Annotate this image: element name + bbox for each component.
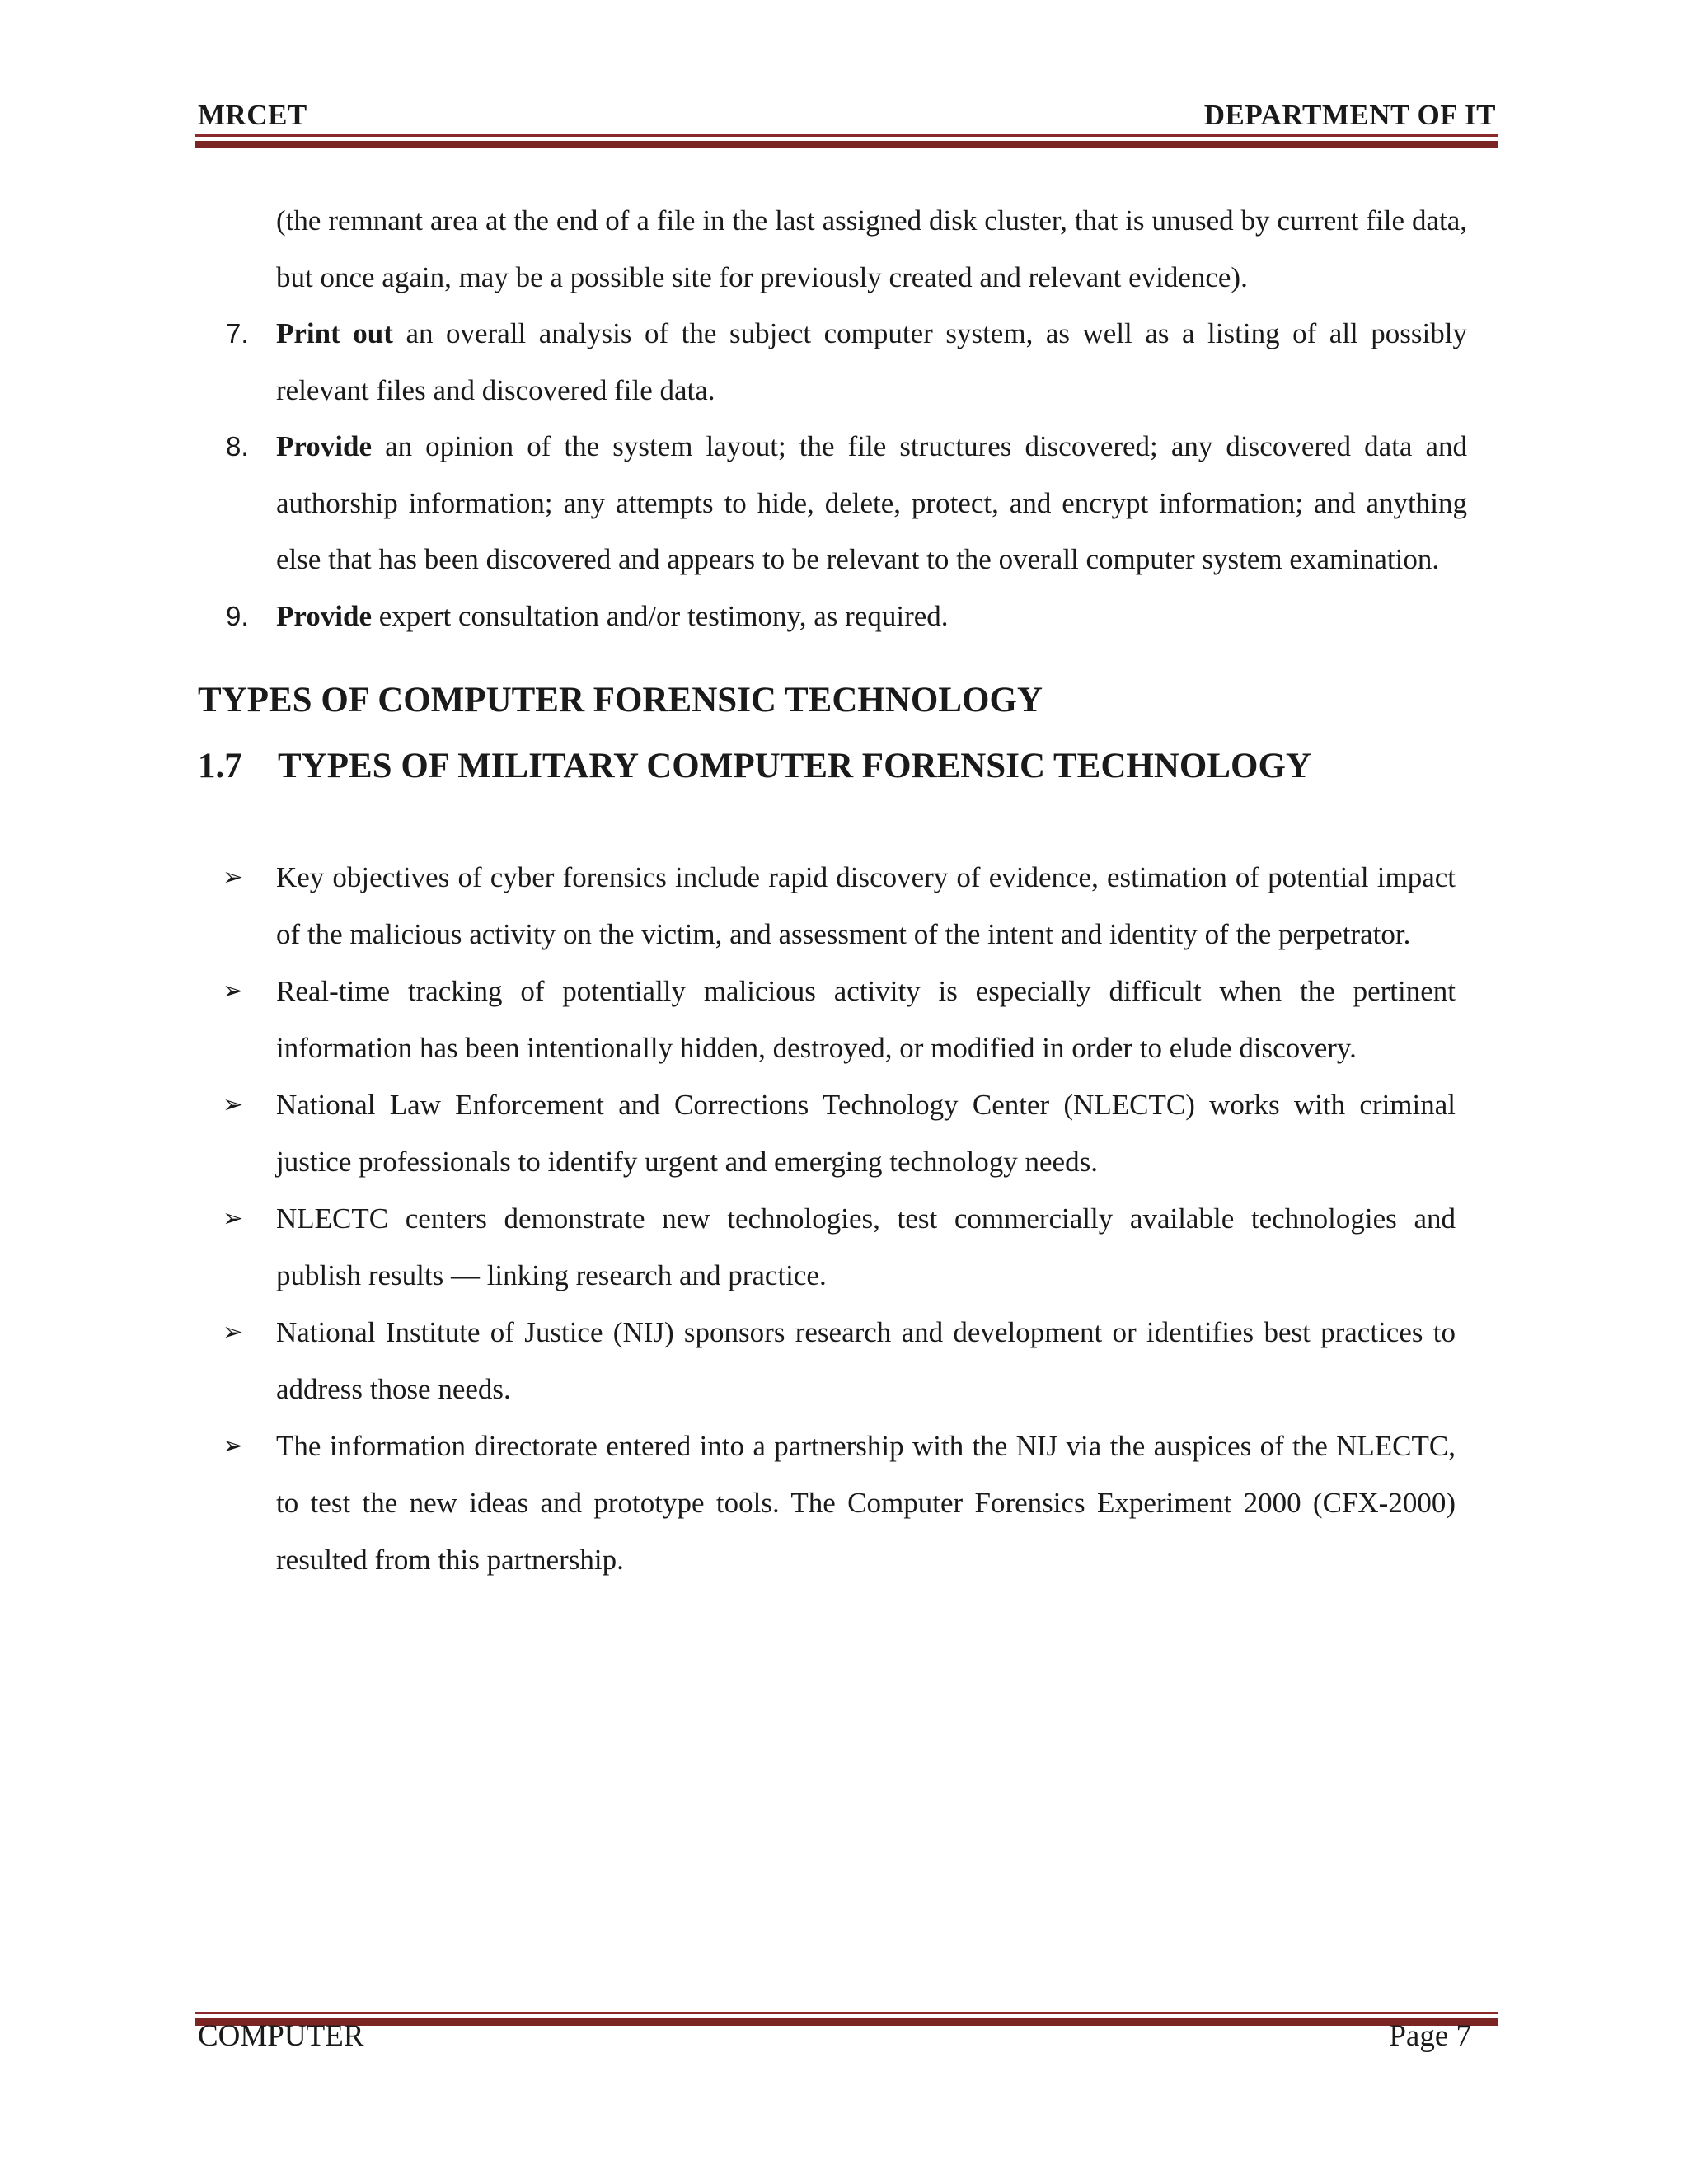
bullet-text: National Institute of Justice (NIJ) sponsors research and development or identifies best practices to address those needs. [276,1316,1456,1405]
arrow-bullet-icon: ➢ [223,1318,244,1347]
numbered-list [198,306,1467,644]
bullet-item [198,1190,1456,1304]
subsection-number: 1.7 [198,747,242,785]
page-number: Page 7 [1389,2019,1471,2053]
list-item [198,419,1467,588]
list-item-text: expert consultation and/or testimony, as required. [372,599,949,632]
list-item-lead: Provide [276,430,373,462]
list-item-lead: Provide [276,599,373,632]
subsection-heading [198,733,1467,799]
page-footer [198,2018,1471,2054]
bullet-item [198,1304,1456,1418]
list-item-lead: Print out [276,317,393,349]
list-number: 8. [226,431,249,462]
header-department: DEPARTMENT OF IT [1203,99,1496,131]
header-rule [195,134,1498,148]
page-header [198,99,1496,132]
list-number: 7. [226,318,249,349]
arrow-bullet-icon: ➢ [223,977,244,1005]
list-number: 9. [226,600,249,631]
continuation-paragraph: (the remnant area at the end of a file in the last assigned disk cluster, that is unused by current file data, but once again, may be a possible site for previously created and relevant evidence). [276,204,1467,293]
arrow-bullet-icon: ➢ [223,1432,244,1460]
arrow-bullet-icon: ➢ [223,863,244,892]
arrow-bullet-icon: ➢ [223,1090,244,1119]
header-institution: MRCET [198,99,307,131]
footer-subject: COMPUTER [198,2019,364,2053]
bullet-list [198,849,1467,1588]
bullet-text: NLECTC centers demonstrate new technologies, test commercially available technologies and publish results — linking research and practice. [276,1202,1456,1291]
bullet-text: Real-time tracking of potentially malicious activity is especially difficult when the pertinent information has been intentionally hidden, destroyed, or modified in order to elude discovery. [276,975,1456,1064]
subsection-title: TYPES OF MILITARY COMPUTER FORENSIC TECHNOLOGY [278,747,1311,785]
bullet-item [198,1076,1456,1190]
list-item-text: an overall analysis of the subject computer system, as well as a listing of all possibly relevant files and discovered file data. [276,317,1467,406]
list-item-text: an opinion of the system layout; the file structures discovered; any discovered data and authorship information; any attempts to hide, delete, protect, and encrypt information; and anything else that has been discovered and appears to be relevant to the overall computer system examination. [276,430,1467,575]
page-body [198,193,1467,1588]
bullet-text: National Law Enforcement and Corrections Technology Center (NLECTC) works with criminal justice professionals to identify urgent and emerging technology needs. [276,1089,1456,1178]
bullet-text: The information directorate entered into a partnership with the NIJ via the auspices of the NLECTC, to test the new ideas and prototype tools. The Computer Forensics Experiment 2000 (CFX-2000) resulted from this partnership. [276,1430,1456,1576]
bullet-text: Key objectives of cyber forensics include rapid discovery of evidence, estimation of potential impact of the malicious activity on the victim, and assessment of the intent and identity of the perpetrator. [276,861,1456,950]
bullet-item [198,1418,1456,1588]
list-item [198,306,1467,419]
bullet-item [198,963,1456,1076]
list-item [198,588,1467,645]
bullet-item [198,849,1456,963]
arrow-bullet-icon: ➢ [223,1204,244,1233]
section-heading: TYPES OF COMPUTER FORENSIC TECHNOLOGY [198,681,1043,719]
